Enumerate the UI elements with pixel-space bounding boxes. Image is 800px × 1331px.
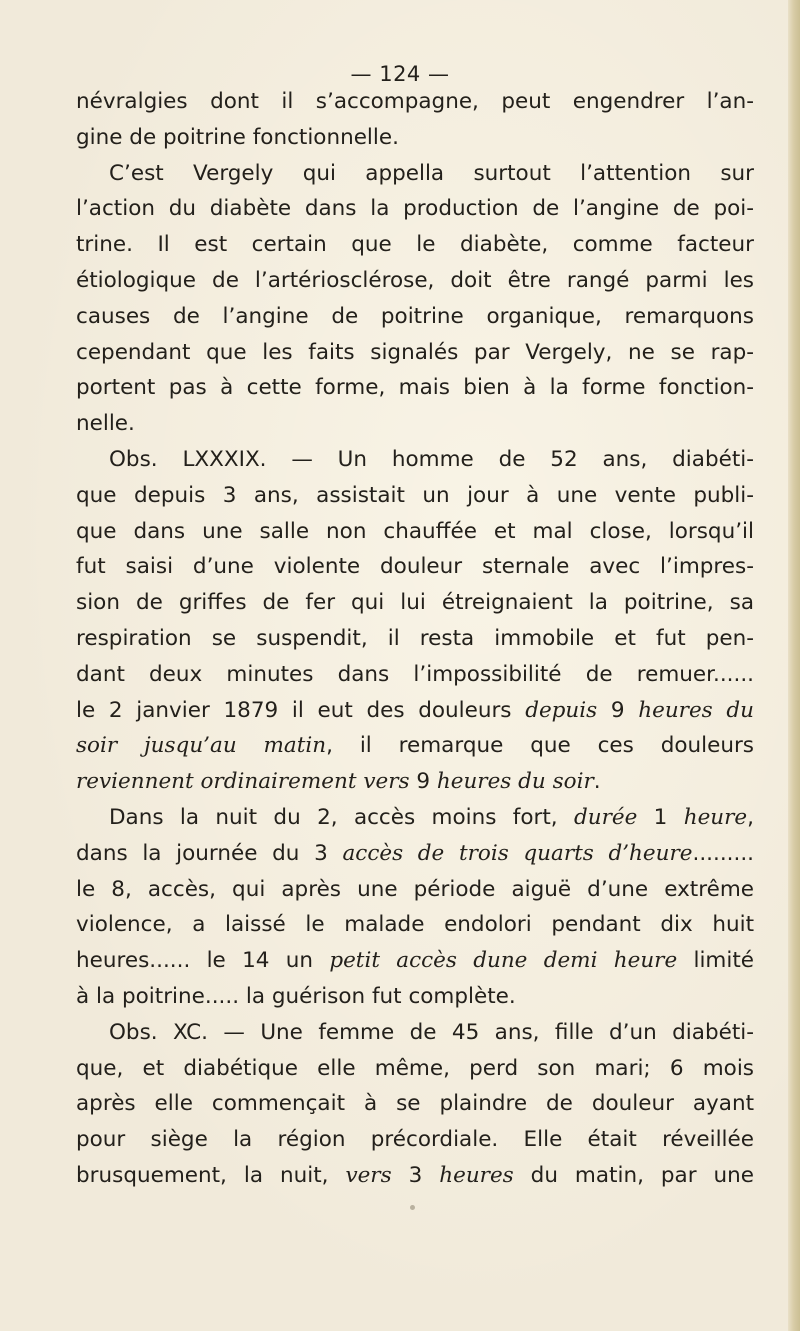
text-line: fut saisi d’une violente douleur sternale avec l’impres- <box>76 554 754 580</box>
text-line: Obs. LXXXIX. — Un homme de 52 ans, diabéti- <box>109 446 754 472</box>
text-line: dant deux minutes dans l’impossibilité de remuer...... <box>76 661 754 687</box>
page-number: — 124 — <box>350 62 450 86</box>
text-line: le 8, accès, qui après une période aiguë d’une extrême <box>76 876 754 902</box>
text-line: heures...... le 14 un petit accès dune demi heure limité <box>76 948 754 974</box>
text-line: portent pas à cette forme, mais bien à la forme fonction- <box>76 375 754 401</box>
text-line: l’action du diabète dans la production de l’angine de poi- <box>76 196 754 222</box>
text-line: reviennent ordinairement vers 9 heures du soir. <box>76 769 601 795</box>
text-line: que dans une salle non chauffée et mal close, lorsqu’il <box>76 518 754 544</box>
paper-blemish <box>410 1205 415 1210</box>
text-line: respiration se suspendit, il resta immobile et fut pen- <box>76 625 754 651</box>
text-line: brusquement, la nuit, vers 3 heures du matin, par une <box>76 1162 754 1188</box>
body-text <box>76 84 754 1194</box>
text-line: névralgies dont il s’accompagne, peut engendrer l’an- <box>76 89 754 114</box>
text-line: soir jusqu’au matin, il remarque que ces douleurs <box>76 733 754 759</box>
text-line: gine de poitrine fonctionnelle. <box>76 124 399 150</box>
text-line: nelle. <box>76 411 135 437</box>
text-line: cependant que les faits signalés par Vergely, ne se rap- <box>76 339 754 365</box>
text-line: que depuis 3 ans, assistait un jour à une vente publi- <box>76 482 754 508</box>
text-line: que, et diabétique elle même, perd son mari; 6 mois <box>76 1055 754 1081</box>
text-line: Dans la nuit du 2, accès moins fort, durée 1 heure, <box>109 804 754 830</box>
text-line: causes de l’angine de poitrine organique, remarquons <box>76 303 754 329</box>
text-line: Obs. XC. — Une femme de 45 ans, fille d’un diabéti- <box>109 1019 754 1045</box>
text-line: dans la journée du 3 accès de trois quarts d’heure......... <box>76 840 754 866</box>
text-line: pour siège la région précordiale. Elle était réveillée <box>76 1127 754 1153</box>
text-line: à la poitrine..... la guérison fut complète. <box>76 983 516 1009</box>
text-line: après elle commençait à se plaindre de douleur ayant <box>76 1091 754 1117</box>
text-line: le 2 janvier 1879 il eut des douleurs depuis 9 heures du <box>76 697 754 723</box>
page-edge-shadow <box>788 0 800 1331</box>
text-line: trine. Il est certain que le diabète, comme facteur <box>76 232 754 258</box>
text-line: étiologique de l’artériosclérose, doit être rangé parmi les <box>76 267 754 293</box>
text-line: violence, a laissé le malade endolori pendant dix huit <box>76 912 754 938</box>
text-line: sion de griffes de fer qui lui étreignaient la poitrine, sa <box>76 590 754 616</box>
text-line: C’est Vergely qui appella surtout l’attention sur <box>109 160 754 186</box>
